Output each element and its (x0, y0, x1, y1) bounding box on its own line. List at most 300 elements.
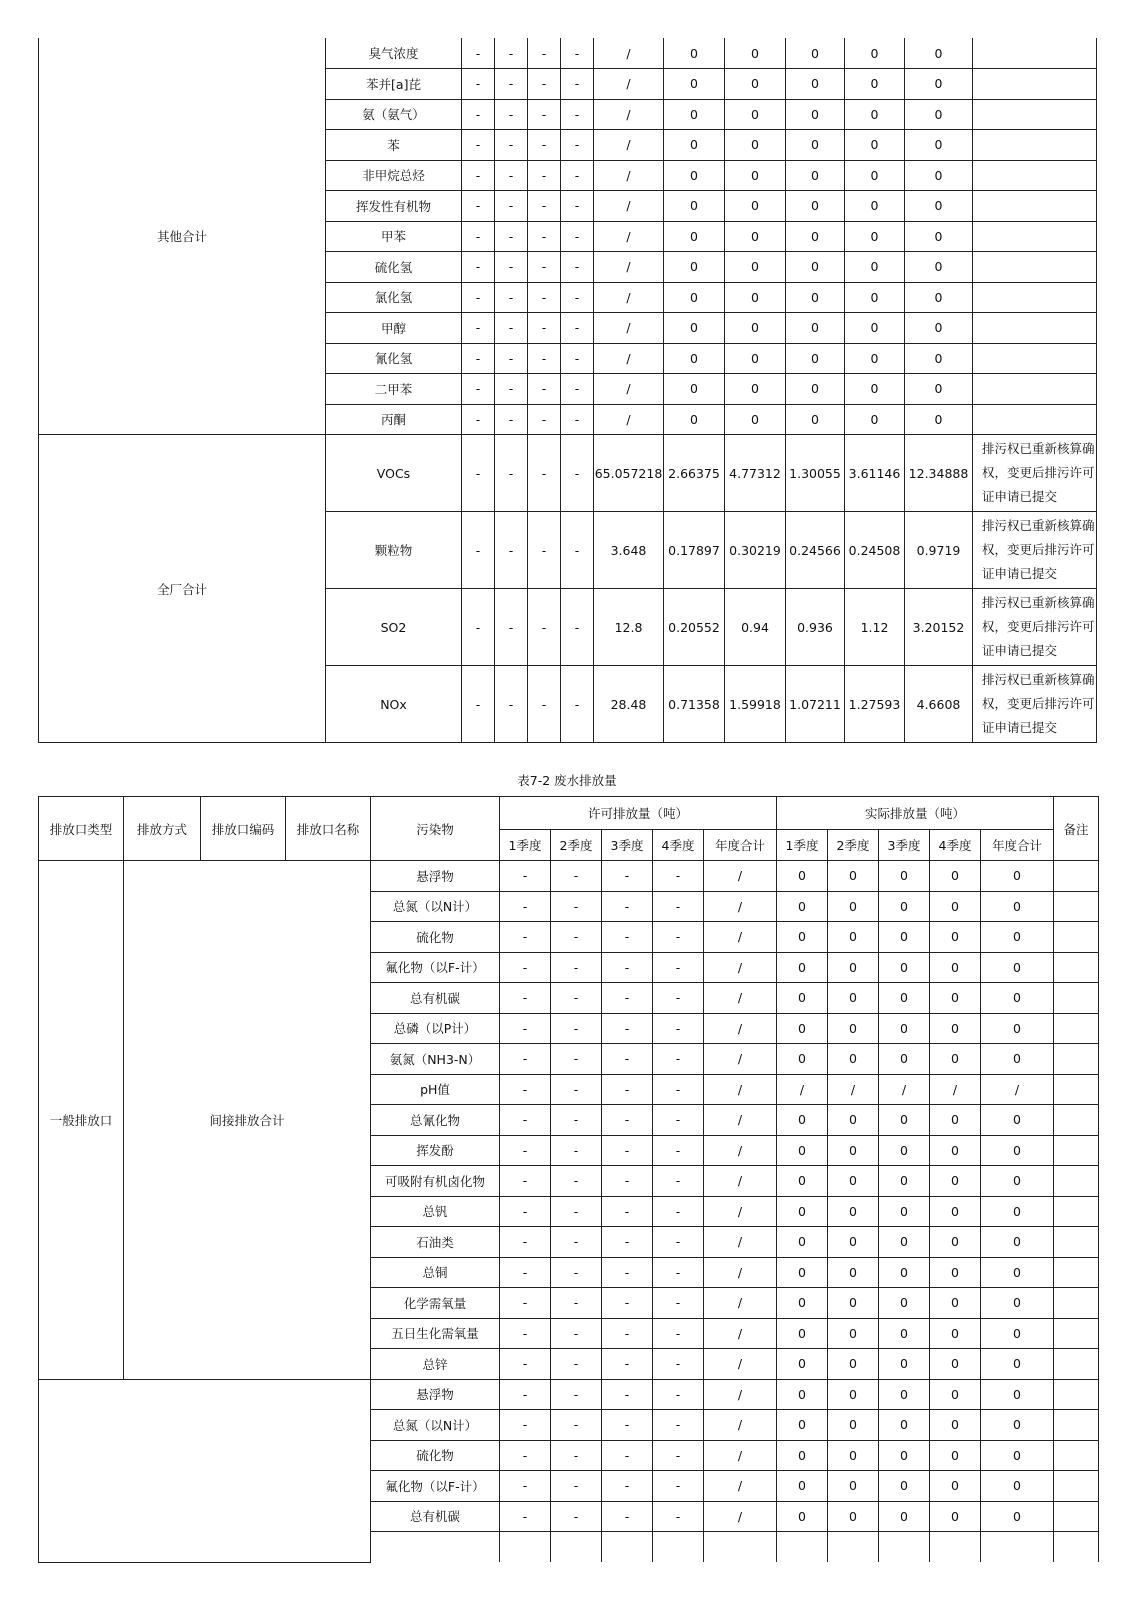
permit-value-cell: - (528, 221, 561, 252)
header-actual-q2: 2季度 (828, 830, 879, 861)
actual-value-cell: 0 (725, 160, 786, 191)
actual-value-cell: 0 (981, 1044, 1054, 1075)
permit-value-cell: - (462, 343, 495, 374)
actual-value-cell: 0 (777, 1440, 828, 1471)
permit-value-cell: / (704, 1166, 777, 1197)
remark-cell (1054, 1166, 1099, 1197)
permit-value-cell: / (704, 1379, 777, 1410)
permit-value-cell: - (500, 1257, 551, 1288)
header-actual-q3: 3季度 (879, 830, 930, 861)
permit-value-cell: - (462, 252, 495, 283)
permit-value-cell: - (602, 891, 653, 922)
actual-value-cell: 0 (664, 160, 725, 191)
actual-value-cell: 4.6608 (905, 666, 973, 743)
note-cell (973, 374, 1097, 405)
actual-value-cell (981, 1532, 1054, 1563)
remark-cell (1054, 1440, 1099, 1471)
permit-value-cell: - (551, 1440, 602, 1471)
actual-value-cell: 0 (930, 1379, 981, 1410)
actual-value-cell: 0 (879, 1013, 930, 1044)
actual-value-cell: 0 (981, 1227, 1054, 1258)
remark-cell (1054, 1501, 1099, 1532)
actual-value-cell: 0 (786, 252, 845, 283)
actual-value-cell: 0 (930, 983, 981, 1014)
permit-value-cell: - (602, 922, 653, 953)
table-row (39, 861, 1099, 892)
permit-value-cell: - (528, 130, 561, 161)
note-cell: 排污权已重新核算确权，变更后排污许可证申请已提交 (973, 589, 1097, 666)
actual-value-cell: 0 (905, 191, 973, 222)
permit-value-cell: - (653, 1105, 704, 1136)
actual-value-cell: 0 (725, 343, 786, 374)
remark-cell (1054, 1074, 1099, 1105)
permit-value-cell: - (495, 666, 528, 743)
header-actual-total: 年度合计 (981, 830, 1054, 861)
actual-value-cell: 0 (930, 1410, 981, 1441)
actual-value-cell: 0 (828, 1196, 879, 1227)
remark-cell (1054, 1044, 1099, 1075)
permit-value-cell: 3.648 (594, 512, 664, 589)
permit-value-cell: - (602, 1166, 653, 1197)
permit-value-cell: - (500, 952, 551, 983)
actual-value-cell: 0 (930, 1044, 981, 1075)
actual-value-cell: 0.20552 (664, 589, 725, 666)
actual-value-cell: 0 (664, 221, 725, 252)
actual-value-cell: 0 (777, 1471, 828, 1502)
permit-value-cell: - (561, 38, 594, 69)
permit-value-cell: - (528, 404, 561, 435)
actual-value-cell: 0 (828, 1471, 879, 1502)
actual-value-cell: 0 (725, 313, 786, 344)
actual-value-cell: 0 (725, 221, 786, 252)
header-pollutant: 污染物 (371, 797, 500, 861)
actual-value-cell: 0 (725, 404, 786, 435)
permit-value-cell: - (602, 1105, 653, 1136)
actual-value-cell: 0 (828, 1440, 879, 1471)
permit-value-cell: - (561, 99, 594, 130)
header-name: 排放口名称 (286, 797, 371, 861)
actual-value-cell: 0 (828, 1349, 879, 1380)
pollutant-cell: 苯 (326, 130, 462, 161)
actual-value-cell: 0 (786, 221, 845, 252)
permit-value-cell: - (528, 374, 561, 405)
permit-value-cell: - (561, 69, 594, 100)
actual-value-cell: 0 (981, 1318, 1054, 1349)
permit-value-cell: / (594, 69, 664, 100)
permit-value-cell: / (594, 130, 664, 161)
pollutant-cell: 总铜 (371, 1257, 500, 1288)
actual-value-cell: 0 (777, 1379, 828, 1410)
actual-value-cell: 0.30219 (725, 512, 786, 589)
permit-value-cell: - (528, 99, 561, 130)
permit-value-cell: - (495, 160, 528, 191)
permit-value-cell: - (500, 1501, 551, 1532)
permit-value-cell: - (561, 160, 594, 191)
permit-value-cell: / (704, 1501, 777, 1532)
note-cell (973, 191, 1097, 222)
pollutant-cell: 臭气浓度 (326, 38, 462, 69)
pollutant-cell: 挥发性有机物 (326, 191, 462, 222)
actual-value-cell: 1.59918 (725, 666, 786, 743)
actual-value-cell: 0 (828, 1013, 879, 1044)
actual-value-cell: 0 (879, 1196, 930, 1227)
note-cell (973, 343, 1097, 374)
actual-value-cell: 0 (845, 130, 905, 161)
permit-value-cell: 28.48 (594, 666, 664, 743)
actual-value-cell (828, 1532, 879, 1563)
permit-value-cell: - (500, 1166, 551, 1197)
permit-value-cell: - (495, 374, 528, 405)
actual-value-cell: 0 (828, 1135, 879, 1166)
actual-value-cell: 0 (845, 99, 905, 130)
actual-value-cell: 0 (879, 1135, 930, 1166)
actual-value-cell: 0.24566 (786, 512, 845, 589)
permit-value-cell: - (495, 99, 528, 130)
actual-value-cell: 0 (777, 1410, 828, 1441)
permit-value-cell: - (551, 1501, 602, 1532)
header-permit-q3: 3季度 (602, 830, 653, 861)
actual-value-cell: / (879, 1074, 930, 1105)
actual-value-cell: 0 (981, 983, 1054, 1014)
permit-value-cell: - (500, 1288, 551, 1319)
actual-value-cell: 0 (879, 1440, 930, 1471)
actual-value-cell: 0 (930, 861, 981, 892)
remark-cell (1054, 1135, 1099, 1166)
note-cell: 排污权已重新核算确权，变更后排污许可证申请已提交 (973, 435, 1097, 512)
permit-value-cell: - (653, 1379, 704, 1410)
actual-value-cell: 0 (981, 1257, 1054, 1288)
permit-value-cell (704, 1532, 777, 1563)
header-actual-group: 实际排放量（吨） (777, 797, 1054, 830)
permit-value-cell: - (551, 1288, 602, 1319)
actual-value-cell: 0 (930, 1288, 981, 1319)
permit-value-cell: / (594, 160, 664, 191)
actual-value-cell: 0 (845, 191, 905, 222)
permit-value-cell: / (704, 1349, 777, 1380)
permit-value-cell: - (528, 282, 561, 313)
pollutant-cell: 化学需氧量 (371, 1288, 500, 1319)
actual-value-cell: 12.34888 (905, 435, 973, 512)
permit-value-cell: - (528, 343, 561, 374)
permit-value-cell: - (495, 38, 528, 69)
note-cell: 排污权已重新核算确权，变更后排污许可证申请已提交 (973, 666, 1097, 743)
permit-value-cell: - (462, 130, 495, 161)
actual-value-cell: 0 (905, 69, 973, 100)
permit-value-cell: - (551, 1410, 602, 1441)
pollutant-cell: 甲苯 (326, 221, 462, 252)
actual-value-cell: 0 (828, 1379, 879, 1410)
permit-value-cell: - (528, 512, 561, 589)
permit-value-cell: - (653, 922, 704, 953)
actual-value-cell: 0 (845, 38, 905, 69)
header-actual-q4: 4季度 (930, 830, 981, 861)
note-cell (973, 69, 1097, 100)
permit-value-cell: - (462, 69, 495, 100)
actual-value-cell: 0 (845, 313, 905, 344)
section-label: 其他合计 (39, 38, 326, 435)
permit-value-cell: - (602, 983, 653, 1014)
permit-value-cell: - (528, 252, 561, 283)
permit-value-cell: - (528, 666, 561, 743)
remark-cell (1054, 1410, 1099, 1441)
outlet-type-cell: 一般排放口 (39, 861, 124, 1380)
remark-cell (1054, 983, 1099, 1014)
pollutant-cell: 总磷（以P计） (371, 1013, 500, 1044)
actual-value-cell: 0 (879, 1410, 930, 1441)
actual-value-cell: 0 (828, 1410, 879, 1441)
remark-cell (1054, 891, 1099, 922)
actual-value-cell: 0 (981, 1166, 1054, 1197)
actual-value-cell: 0 (845, 282, 905, 313)
actual-value-cell: 0 (930, 1349, 981, 1380)
permit-value-cell: / (704, 1440, 777, 1471)
permit-value-cell: / (704, 1318, 777, 1349)
actual-value-cell: 0 (879, 861, 930, 892)
permit-value-cell: - (602, 1501, 653, 1532)
actual-value-cell: 3.20152 (905, 589, 973, 666)
remark-cell (1054, 952, 1099, 983)
pollutant-cell: 挥发酚 (371, 1135, 500, 1166)
actual-value-cell: 0 (786, 282, 845, 313)
actual-value-cell: 0 (828, 1105, 879, 1136)
permit-value-cell: - (602, 1349, 653, 1380)
permit-value-cell: - (551, 1074, 602, 1105)
actual-value-cell: 0 (930, 1227, 981, 1258)
permit-value-cell: - (462, 191, 495, 222)
method-cell: 间接排放合计 (124, 861, 371, 1380)
actual-value-cell: 0 (777, 861, 828, 892)
actual-value-cell: 2.66375 (664, 435, 725, 512)
actual-value-cell: 1.12 (845, 589, 905, 666)
actual-value-cell: 0 (981, 1105, 1054, 1136)
actual-value-cell: 0 (786, 404, 845, 435)
note-cell: 排污权已重新核算确权，变更后排污许可证申请已提交 (973, 512, 1097, 589)
remark-cell (1054, 1105, 1099, 1136)
pollutant-cell: 氯化氢 (326, 282, 462, 313)
permit-value-cell: / (594, 252, 664, 283)
permit-value-cell: - (495, 130, 528, 161)
actual-value-cell: 0 (777, 1257, 828, 1288)
permit-value-cell: - (495, 313, 528, 344)
permit-value-cell: - (602, 1074, 653, 1105)
permit-value-cell: - (653, 1257, 704, 1288)
actual-value-cell: 0 (786, 69, 845, 100)
pollutant-cell: 总有机碳 (371, 1501, 500, 1532)
actual-value-cell: 0 (879, 1166, 930, 1197)
note-cell (973, 160, 1097, 191)
permit-value-cell: - (500, 861, 551, 892)
actual-value-cell: 0 (930, 1105, 981, 1136)
note-cell (973, 38, 1097, 69)
actual-value-cell: 0 (879, 952, 930, 983)
permit-value-cell: - (551, 1471, 602, 1502)
pollutant-cell: 氟化物（以F-计） (371, 1471, 500, 1502)
permit-value-cell: - (551, 1257, 602, 1288)
actual-value-cell: 0 (981, 1471, 1054, 1502)
permit-value-cell: - (653, 1471, 704, 1502)
actual-value-cell: 0 (981, 1379, 1054, 1410)
actual-value-cell: 0 (777, 922, 828, 953)
permit-value-cell: / (594, 38, 664, 69)
actual-value-cell: 0 (981, 1135, 1054, 1166)
remark-cell (1054, 1379, 1099, 1410)
permit-value-cell: / (704, 952, 777, 983)
actual-value-cell: 3.61146 (845, 435, 905, 512)
permit-value-cell: / (594, 374, 664, 405)
permit-value-cell: / (704, 1196, 777, 1227)
actual-value-cell: 0.936 (786, 589, 845, 666)
remark-cell (1054, 1532, 1099, 1563)
actual-value-cell: 0 (664, 343, 725, 374)
actual-value-cell (777, 1532, 828, 1563)
note-cell (973, 404, 1097, 435)
actual-value-cell: 0 (725, 130, 786, 161)
permit-value-cell: - (528, 69, 561, 100)
actual-value-cell: 0 (879, 983, 930, 1014)
actual-value-cell: 0 (905, 313, 973, 344)
pollutant-cell: 颗粒物 (326, 512, 462, 589)
actual-value-cell: 0 (930, 952, 981, 983)
permit-value-cell: - (561, 252, 594, 283)
header-permit-q1: 1季度 (500, 830, 551, 861)
actual-value-cell: 0 (879, 1257, 930, 1288)
permit-value-cell: - (653, 983, 704, 1014)
pollutant-cell: 石油类 (371, 1227, 500, 1258)
permit-value-cell: / (594, 313, 664, 344)
wastewater-emission-table (38, 796, 1099, 1563)
actual-value-cell: / (981, 1074, 1054, 1105)
permit-value-cell: - (495, 69, 528, 100)
permit-value-cell: - (653, 1166, 704, 1197)
outlet-type-cell (39, 1379, 371, 1562)
actual-value-cell: 0 (777, 1166, 828, 1197)
remark-cell (1054, 861, 1099, 892)
permit-value-cell: - (561, 282, 594, 313)
permit-value-cell: - (500, 1135, 551, 1166)
permit-value-cell: - (653, 1349, 704, 1380)
permit-value-cell: - (602, 1288, 653, 1319)
permit-value-cell: - (551, 1227, 602, 1258)
header-permit-q4: 4季度 (653, 830, 704, 861)
actual-value-cell: 0 (905, 374, 973, 405)
permit-value-cell: - (500, 1105, 551, 1136)
pollutant-cell: 苯并[a]芘 (326, 69, 462, 100)
actual-value-cell: 0 (725, 191, 786, 222)
table-caption: 表7-2 废水排放量 (517, 773, 617, 788)
permit-value-cell: - (602, 1013, 653, 1044)
permit-value-cell: - (561, 374, 594, 405)
permit-value-cell: - (561, 343, 594, 374)
permit-value-cell: - (602, 1379, 653, 1410)
pollutant-cell: pH值 (371, 1074, 500, 1105)
actual-value-cell: / (828, 1074, 879, 1105)
actual-value-cell: 0 (777, 891, 828, 922)
pollutant-cell: 非甲烷总烃 (326, 160, 462, 191)
remark-cell (1054, 1288, 1099, 1319)
actual-value-cell: 0.71358 (664, 666, 725, 743)
actual-value-cell: 0 (828, 952, 879, 983)
pollutant-cell: 总氮（以N计） (371, 1410, 500, 1441)
pollutant-cell: NOx (326, 666, 462, 743)
actual-value-cell: 0 (828, 1257, 879, 1288)
actual-value-cell: 0.17897 (664, 512, 725, 589)
actual-value-cell: 0 (786, 38, 845, 69)
permit-value-cell: / (704, 1288, 777, 1319)
header-method: 排放方式 (124, 797, 201, 861)
permit-value-cell: - (462, 313, 495, 344)
actual-value-cell: 0 (828, 861, 879, 892)
pollutant-cell: 可吸附有机卤化物 (371, 1166, 500, 1197)
permit-value-cell: - (500, 1074, 551, 1105)
permit-value-cell: - (561, 221, 594, 252)
actual-value-cell: 0 (664, 99, 725, 130)
remark-cell (1054, 922, 1099, 953)
actual-value-cell: 1.27593 (845, 666, 905, 743)
actual-value-cell: 0 (981, 1196, 1054, 1227)
actual-value-cell: 0 (905, 343, 973, 374)
pollutant-cell: 甲醇 (326, 313, 462, 344)
actual-value-cell: 0 (905, 160, 973, 191)
permit-value-cell: - (551, 952, 602, 983)
permit-value-cell: - (551, 1166, 602, 1197)
permit-value-cell: - (500, 1196, 551, 1227)
permit-value-cell: - (653, 1501, 704, 1532)
permit-value-cell: - (602, 1257, 653, 1288)
actual-value-cell: 0 (879, 1379, 930, 1410)
permit-value-cell: - (500, 1379, 551, 1410)
permit-value-cell: - (561, 130, 594, 161)
permit-value-cell: - (602, 1318, 653, 1349)
permit-value-cell: - (528, 160, 561, 191)
pollutant-cell: 总锌 (371, 1349, 500, 1380)
actual-value-cell: 0 (845, 404, 905, 435)
permit-value-cell: - (653, 952, 704, 983)
permit-value-cell: - (528, 38, 561, 69)
actual-value-cell: 0 (828, 1227, 879, 1258)
pollutant-cell: 悬浮物 (371, 861, 500, 892)
permit-value-cell: - (495, 252, 528, 283)
permit-value-cell: - (462, 404, 495, 435)
actual-value-cell: 0 (981, 952, 1054, 983)
actual-value-cell: 0 (879, 1288, 930, 1319)
actual-value-cell: 0.9719 (905, 512, 973, 589)
permit-value-cell: / (704, 861, 777, 892)
pollutant-cell: 氰化氢 (326, 343, 462, 374)
actual-value-cell: 0 (981, 922, 1054, 953)
actual-value-cell: 0 (828, 1501, 879, 1532)
permit-value-cell: 65.057218 (594, 435, 664, 512)
actual-value-cell: 0 (845, 252, 905, 283)
actual-value-cell: 0 (930, 1440, 981, 1471)
pollutant-cell: 总有机碳 (371, 983, 500, 1014)
actual-value-cell: 0 (786, 191, 845, 222)
actual-value-cell: 0 (664, 282, 725, 313)
actual-value-cell: 0 (879, 1349, 930, 1380)
actual-value-cell: 0 (664, 38, 725, 69)
actual-value-cell: 0 (777, 1501, 828, 1532)
header-outlet-type: 排放口类型 (39, 797, 124, 861)
actual-value-cell: 0 (725, 69, 786, 100)
permit-value-cell: - (602, 952, 653, 983)
pollutant-cell: 丙酮 (326, 404, 462, 435)
remark-cell (1054, 1196, 1099, 1227)
remark-cell (1054, 1013, 1099, 1044)
actual-value-cell: 0 (664, 69, 725, 100)
remark-cell (1054, 1471, 1099, 1502)
permit-value-cell: - (500, 922, 551, 953)
actual-value-cell: 0 (845, 160, 905, 191)
pollutant-cell: 总钒 (371, 1196, 500, 1227)
